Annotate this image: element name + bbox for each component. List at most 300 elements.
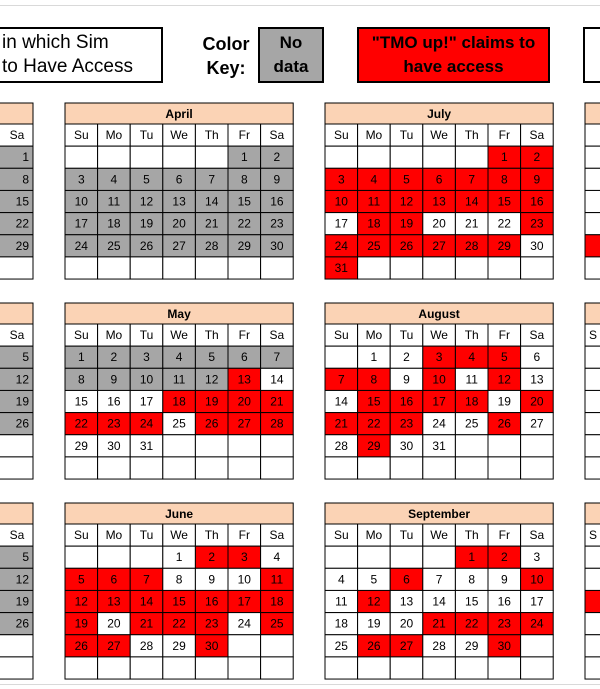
day-number: 29 xyxy=(497,238,511,253)
day-number: 10 xyxy=(237,572,251,587)
partial-month-header xyxy=(0,503,33,524)
weekday-label: Fr xyxy=(238,528,250,542)
day-number: 11 xyxy=(465,372,478,387)
day-number: 28 xyxy=(205,238,219,253)
day-number: 14 xyxy=(432,594,446,609)
day-number: 3 xyxy=(77,172,85,187)
day-number: 7 xyxy=(435,572,443,587)
partial-day-number: 26 xyxy=(15,416,29,431)
day-cell xyxy=(65,457,98,479)
day-cell xyxy=(358,657,391,679)
partial-day-number: 5 xyxy=(22,350,29,365)
day-number: 24 xyxy=(74,238,88,253)
day-number: 21 xyxy=(465,216,479,231)
day-number: 15 xyxy=(367,394,381,409)
day-number: 14 xyxy=(205,194,219,209)
weekday-label: Th xyxy=(464,528,479,542)
day-number: 29 xyxy=(465,638,479,653)
day-cell xyxy=(65,546,98,568)
day-number: 3 xyxy=(533,550,541,565)
day-number: 14 xyxy=(334,394,348,409)
weekday-label: Th xyxy=(204,328,219,342)
day-number: 3 xyxy=(435,350,443,365)
key-claims-line-2: have access xyxy=(403,57,504,76)
day-number: 2 xyxy=(273,150,281,165)
day-cell xyxy=(325,146,358,168)
day-cell xyxy=(455,457,488,479)
day-number: 31 xyxy=(334,260,348,275)
day-number: 21 xyxy=(139,616,154,631)
partial-day-cell xyxy=(585,546,600,568)
day-number: 17 xyxy=(530,594,544,609)
weekday-label: Tu xyxy=(139,328,154,342)
day-number: 6 xyxy=(175,172,183,187)
day-cell xyxy=(455,146,488,168)
day-number: 5 xyxy=(208,350,216,365)
day-cell xyxy=(455,435,488,457)
partial-day-cell xyxy=(585,146,600,168)
day-cell xyxy=(163,435,196,457)
day-number: 29 xyxy=(74,438,88,453)
day-number: 3 xyxy=(143,350,150,365)
day-number: 21 xyxy=(432,616,446,631)
day-number: 29 xyxy=(237,238,251,253)
weekday-label: Fr xyxy=(498,328,510,342)
color-key-label-line-2: Key: xyxy=(206,58,246,78)
weekday-label: Tu xyxy=(399,128,414,142)
month-name: September xyxy=(408,507,471,521)
partial-day-number: 12 xyxy=(15,372,29,387)
partial-weekday-label: Sa xyxy=(9,328,25,342)
weekday-label: Su xyxy=(73,528,89,542)
day-cell xyxy=(65,257,98,279)
day-cell xyxy=(390,546,423,568)
day-number: 24 xyxy=(432,416,446,431)
day-cell xyxy=(130,657,163,679)
day-number: 27 xyxy=(172,238,186,253)
day-number: 30 xyxy=(270,238,284,253)
day-number: 16 xyxy=(497,594,511,609)
day-cell xyxy=(261,457,294,479)
partial-day-cell xyxy=(0,257,33,279)
weekday-label: Sa xyxy=(529,528,545,542)
day-number: 10 xyxy=(139,372,154,387)
day-number: 16 xyxy=(530,194,544,209)
day-cell xyxy=(455,657,488,679)
day-number: 25 xyxy=(465,416,479,431)
day-number: 12 xyxy=(205,372,219,387)
day-cell xyxy=(325,546,358,568)
weekday-label: Th xyxy=(204,128,219,142)
day-number: 7 xyxy=(273,350,281,365)
weekday-label: Tu xyxy=(399,328,414,342)
day-number: 20 xyxy=(399,616,414,631)
day-number: 26 xyxy=(139,238,154,253)
day-cell xyxy=(163,257,196,279)
day-number: 2 xyxy=(403,350,410,365)
partial-day-number: 8 xyxy=(22,172,29,187)
partial-day-cell xyxy=(585,657,600,679)
day-cell xyxy=(358,257,391,279)
day-cell xyxy=(130,457,163,479)
day-number: 6 xyxy=(403,572,410,587)
partial-day-number: 15 xyxy=(15,194,29,209)
day-cell xyxy=(521,257,554,279)
partial-day-number: 26 xyxy=(15,616,29,631)
day-number: 24 xyxy=(139,416,154,431)
day-number: 4 xyxy=(468,350,476,365)
day-number: 18 xyxy=(172,394,186,409)
weekday-label: Tu xyxy=(399,528,414,542)
day-number: 31 xyxy=(432,438,446,453)
day-cell xyxy=(325,457,358,479)
day-number: 15 xyxy=(74,394,88,409)
day-number: 16 xyxy=(399,394,414,409)
key-claims-line-1: "TMO up!" claims to xyxy=(371,33,536,52)
day-cell xyxy=(261,435,294,457)
day-number: 4 xyxy=(175,350,183,365)
day-number: 12 xyxy=(399,194,414,209)
day-number: 16 xyxy=(205,594,219,609)
partial-month-header xyxy=(0,103,33,124)
weekday-label: Th xyxy=(464,128,479,142)
day-cell xyxy=(65,146,98,168)
day-number: 25 xyxy=(334,638,348,653)
day-cell xyxy=(521,435,554,457)
day-number: 23 xyxy=(497,616,511,631)
day-number: 11 xyxy=(172,372,186,387)
day-cell xyxy=(488,457,521,479)
weekday-label: Sa xyxy=(269,528,285,542)
day-number: 25 xyxy=(172,416,186,431)
day-number: 29 xyxy=(367,438,381,453)
weekday-label: We xyxy=(430,528,448,542)
day-number: 17 xyxy=(74,216,88,231)
day-number: 1 xyxy=(370,350,378,365)
day-number: 8 xyxy=(240,172,248,187)
day-number: 21 xyxy=(205,216,219,231)
partial-day-cell xyxy=(585,190,600,212)
bottom-divider xyxy=(0,684,600,685)
day-number: 5 xyxy=(77,572,85,587)
partial-day-number: 1 xyxy=(22,150,29,165)
day-cell xyxy=(228,635,261,657)
weekday-label: We xyxy=(170,128,188,142)
day-number: 28 xyxy=(270,416,284,431)
day-number: 2 xyxy=(208,550,216,565)
day-number: 20 xyxy=(172,216,186,231)
partial-day-number: 5 xyxy=(22,550,29,565)
day-number: 5 xyxy=(403,172,410,187)
partial-weekday-label: Sa xyxy=(9,528,25,542)
day-number: 26 xyxy=(74,638,88,653)
day-cell xyxy=(163,457,196,479)
day-number: 14 xyxy=(139,594,154,609)
day-number: 14 xyxy=(270,372,284,387)
day-cell xyxy=(423,457,456,479)
key-no-data-line-1: No xyxy=(279,33,303,52)
weekday-label: Fr xyxy=(498,128,510,142)
day-number: 19 xyxy=(367,616,381,631)
day-cell xyxy=(163,146,196,168)
day-number: 19 xyxy=(399,216,414,231)
day-number: 20 xyxy=(432,216,446,231)
weekday-label: Sa xyxy=(529,128,545,142)
day-cell xyxy=(455,257,488,279)
day-cell xyxy=(228,435,261,457)
weekday-label: Fr xyxy=(238,328,250,342)
weekday-label: Sa xyxy=(529,328,545,342)
day-number: 26 xyxy=(497,416,511,431)
day-cell xyxy=(521,657,554,679)
day-number: 18 xyxy=(107,216,121,231)
day-number: 12 xyxy=(497,372,511,387)
day-number: 17 xyxy=(334,216,348,231)
day-number: 22 xyxy=(367,416,381,431)
weekday-label: Sa xyxy=(269,328,285,342)
partial-month-header xyxy=(585,503,600,524)
day-number: 4 xyxy=(273,550,281,565)
weekday-label: Tu xyxy=(139,128,154,142)
partial-day-cell xyxy=(585,413,600,435)
day-number: 12 xyxy=(139,194,154,209)
day-number: 5 xyxy=(143,172,150,187)
day-number: 20 xyxy=(530,394,544,409)
day-number: 1 xyxy=(500,150,508,165)
weekday-label: Th xyxy=(464,328,479,342)
day-number: 9 xyxy=(273,172,281,187)
day-number: 21 xyxy=(334,416,348,431)
day-number: 18 xyxy=(334,616,348,631)
day-number: 28 xyxy=(432,638,446,653)
day-cell xyxy=(163,657,196,679)
day-number: 14 xyxy=(465,194,479,209)
day-number: 26 xyxy=(367,638,381,653)
day-number: 13 xyxy=(107,594,121,609)
weekday-label: Su xyxy=(73,128,89,142)
day-cell xyxy=(261,635,294,657)
partial-day-cell xyxy=(0,435,33,457)
day-number: 26 xyxy=(399,238,414,253)
partial-day-cell xyxy=(585,213,600,235)
day-number: 21 xyxy=(270,394,284,409)
day-number: 3 xyxy=(240,550,248,565)
partial-month-header xyxy=(585,303,600,324)
color-key-label-line-1: Color xyxy=(202,34,250,54)
partial-day-cell xyxy=(585,635,600,657)
day-cell xyxy=(390,146,423,168)
day-number: 24 xyxy=(237,616,251,631)
key-no-data-line-2: data xyxy=(273,57,309,76)
day-cell xyxy=(261,257,294,279)
day-number: 23 xyxy=(270,216,284,231)
day-number: 27 xyxy=(237,416,251,431)
day-number: 23 xyxy=(399,416,414,431)
day-number: 30 xyxy=(497,638,511,653)
day-number: 30 xyxy=(107,438,121,453)
month-name: July xyxy=(427,107,452,121)
day-cell xyxy=(98,657,131,679)
day-number: 1 xyxy=(240,150,248,165)
day-cell xyxy=(195,435,228,457)
partial-day-cell xyxy=(585,590,600,612)
day-cell xyxy=(195,657,228,679)
day-cell xyxy=(130,257,163,279)
month-name: May xyxy=(167,307,191,321)
day-number: 24 xyxy=(334,238,348,253)
day-number: 8 xyxy=(370,372,378,387)
weekday-label: Mo xyxy=(105,528,123,542)
weekday-label: We xyxy=(170,328,188,342)
day-number: 25 xyxy=(270,616,284,631)
day-number: 13 xyxy=(237,372,251,387)
day-number: 16 xyxy=(270,194,284,209)
day-number: 27 xyxy=(399,638,414,653)
partial-day-number: 19 xyxy=(15,594,29,609)
day-number: 6 xyxy=(435,172,443,187)
day-cell xyxy=(358,546,391,568)
day-cell xyxy=(325,657,358,679)
day-cell xyxy=(98,146,131,168)
title-line-2: to Have Access xyxy=(2,56,133,77)
weekday-label: Mo xyxy=(365,128,383,142)
day-number: 9 xyxy=(403,372,410,387)
title-line-1: in which Sim xyxy=(2,32,109,53)
day-number: 11 xyxy=(270,572,284,587)
day-cell xyxy=(488,257,521,279)
day-cell xyxy=(423,546,456,568)
partial-weekday-cell xyxy=(585,124,600,146)
weekday-label: Fr xyxy=(238,128,250,142)
day-number: 8 xyxy=(77,372,85,387)
partial-day-cell xyxy=(585,435,600,457)
day-number: 10 xyxy=(334,194,348,209)
day-cell xyxy=(195,146,228,168)
weekday-label: Sa xyxy=(269,128,285,142)
day-number: 2 xyxy=(500,550,508,565)
day-number: 5 xyxy=(370,572,378,587)
day-number: 13 xyxy=(172,194,186,209)
weekday-label: Mo xyxy=(365,328,383,342)
day-number: 28 xyxy=(334,438,348,453)
day-number: 15 xyxy=(237,194,251,209)
day-number: 6 xyxy=(240,350,248,365)
day-number: 30 xyxy=(399,438,414,453)
day-number: 11 xyxy=(335,594,348,609)
day-number: 20 xyxy=(107,616,121,631)
day-number: 30 xyxy=(530,238,544,253)
day-number: 29 xyxy=(172,638,186,653)
partial-day-cell xyxy=(585,168,600,190)
day-number: 20 xyxy=(237,394,251,409)
day-number: 15 xyxy=(172,594,186,609)
partial-weekday-label: S xyxy=(589,328,598,342)
partial-day-number: 29 xyxy=(15,238,29,253)
month-name: April xyxy=(165,107,193,121)
day-number: 12 xyxy=(74,594,88,609)
day-number: 5 xyxy=(500,350,508,365)
day-number: 7 xyxy=(208,172,216,187)
day-number: 23 xyxy=(107,416,121,431)
day-cell xyxy=(390,257,423,279)
day-number: 25 xyxy=(107,238,121,253)
month-name: August xyxy=(418,307,460,321)
day-cell xyxy=(228,257,261,279)
day-cell xyxy=(325,346,358,368)
weekday-label: Fr xyxy=(498,528,510,542)
day-cell xyxy=(423,657,456,679)
day-number: 8 xyxy=(175,572,183,587)
day-cell xyxy=(390,657,423,679)
day-number: 10 xyxy=(74,194,88,209)
day-number: 4 xyxy=(337,572,345,587)
partial-day-number: 12 xyxy=(15,572,29,587)
day-cell xyxy=(358,457,391,479)
day-cell xyxy=(423,146,456,168)
day-number: 31 xyxy=(139,438,154,453)
weekday-label: Su xyxy=(333,528,349,542)
day-number: 6 xyxy=(110,572,118,587)
day-number: 17 xyxy=(139,394,154,409)
day-number: 23 xyxy=(205,616,219,631)
partial-day-cell xyxy=(585,346,600,368)
day-number: 13 xyxy=(432,194,446,209)
day-number: 18 xyxy=(465,394,479,409)
day-number: 9 xyxy=(208,572,216,587)
weekday-label: Mo xyxy=(365,528,383,542)
day-cell xyxy=(98,457,131,479)
partial-day-number: 22 xyxy=(15,216,29,231)
day-number: 1 xyxy=(175,550,183,565)
partial-day-cell xyxy=(0,657,33,679)
day-number: 10 xyxy=(530,572,544,587)
weekday-label: We xyxy=(170,528,188,542)
day-cell xyxy=(488,435,521,457)
day-cell xyxy=(358,146,391,168)
partial-month-header xyxy=(585,103,600,124)
day-number: 8 xyxy=(500,172,508,187)
day-cell xyxy=(98,257,131,279)
day-cell xyxy=(228,457,261,479)
day-number: 22 xyxy=(172,616,186,631)
partial-day-cell xyxy=(585,368,600,390)
day-cell xyxy=(130,146,163,168)
month-name: June xyxy=(165,507,194,521)
weekday-label: Mo xyxy=(105,128,123,142)
day-number: 27 xyxy=(530,416,544,431)
day-number: 2 xyxy=(110,350,118,365)
day-cell xyxy=(195,457,228,479)
weekday-label: Mo xyxy=(105,328,123,342)
day-number: 27 xyxy=(107,638,121,653)
weekday-label: We xyxy=(430,328,448,342)
weekday-label: We xyxy=(430,128,448,142)
day-number: 19 xyxy=(497,394,511,409)
day-number: 18 xyxy=(270,594,284,609)
weekday-label: Th xyxy=(204,528,219,542)
day-number: 6 xyxy=(533,350,541,365)
day-number: 22 xyxy=(237,216,251,231)
day-number: 8 xyxy=(468,572,476,587)
day-number: 28 xyxy=(465,238,479,253)
day-cell xyxy=(390,457,423,479)
day-number: 15 xyxy=(497,194,511,209)
day-number: 2 xyxy=(533,150,541,165)
day-cell xyxy=(130,546,163,568)
day-number: 22 xyxy=(465,616,479,631)
day-cell xyxy=(423,257,456,279)
partial-day-cell xyxy=(585,457,600,479)
